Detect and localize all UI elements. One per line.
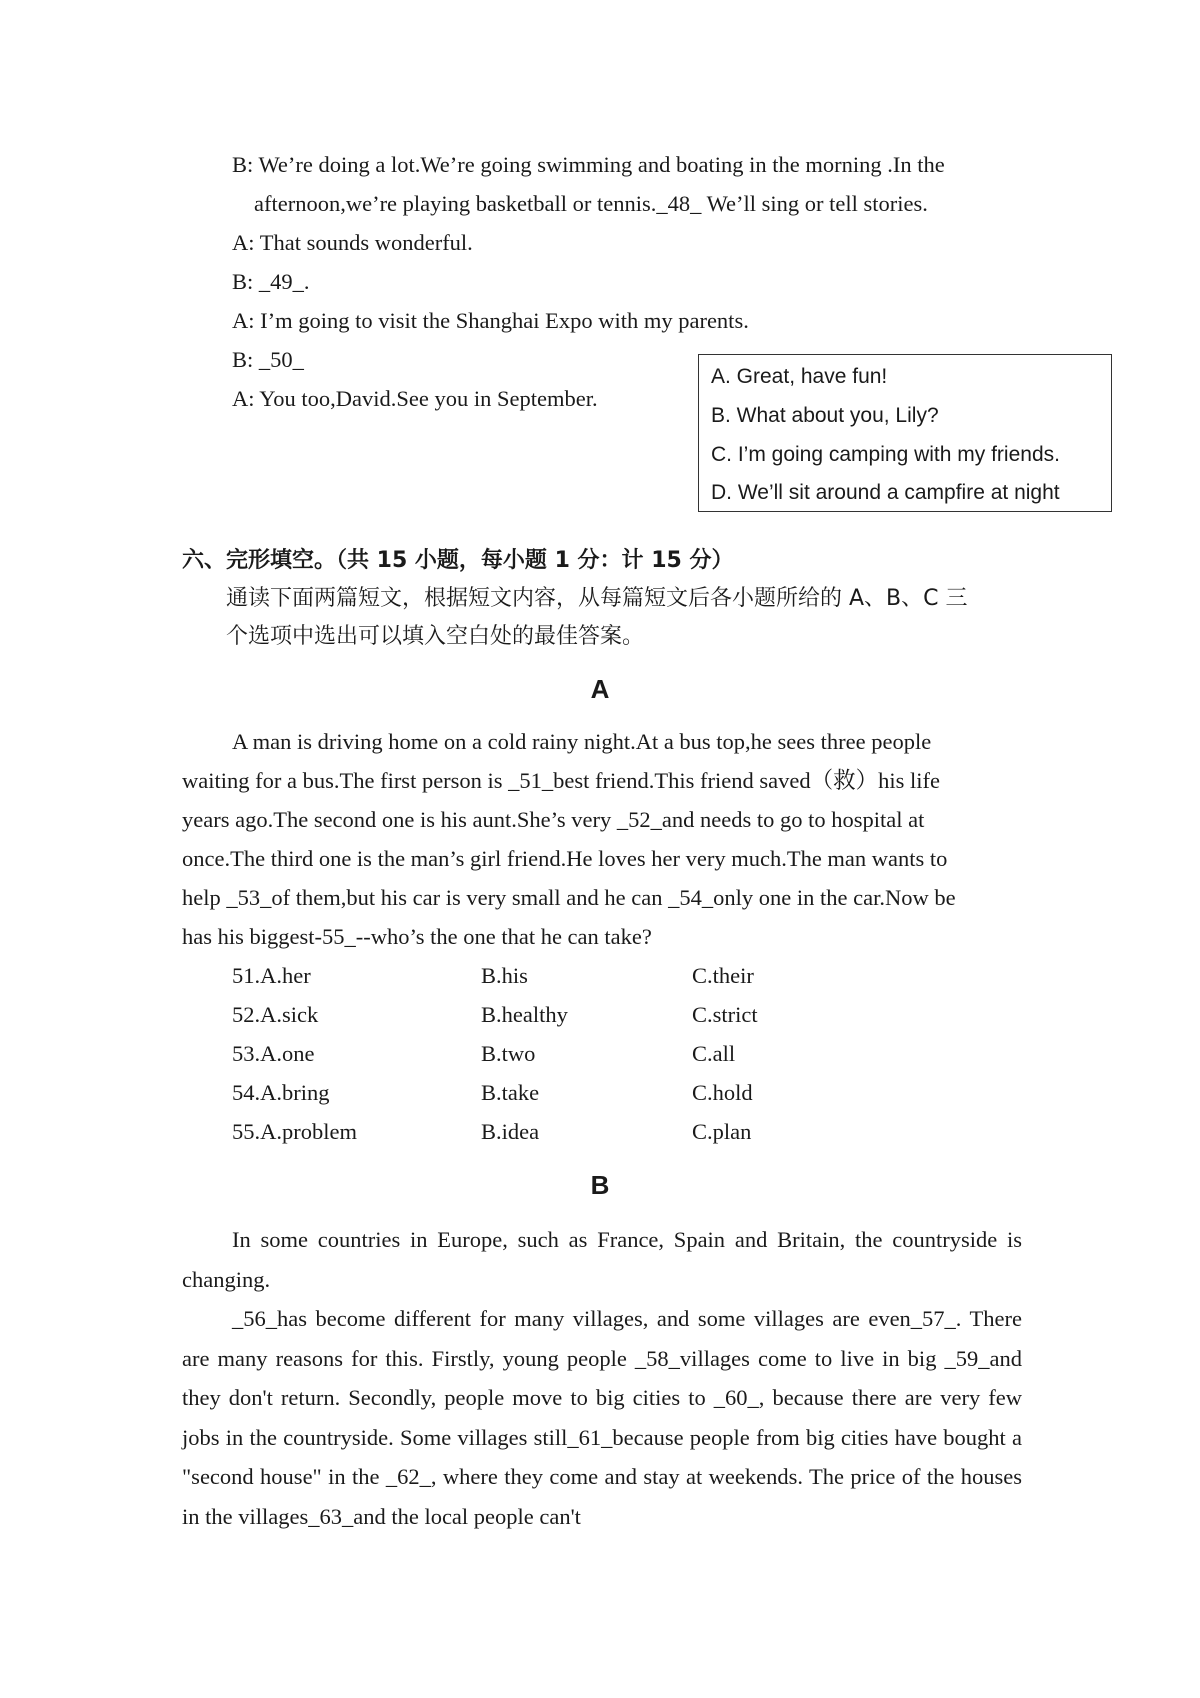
choice-option-a: 55.A.problem (232, 1119, 357, 1144)
passage-b-label: B (590, 1170, 610, 1200)
dialogue-line: A: I’m going to visit the Shanghai Expo with my parents. (232, 308, 749, 333)
choice-option-b: B.two (481, 1041, 536, 1066)
dialogue-line: afternoon,we’re playing basketball or tennis._48_ We’ll sing or tell stories. (254, 191, 928, 216)
dialogue-line: A: You too,David.See you in September. (232, 386, 598, 411)
passage-b-paragraph: _56_has become different for many villages, and some villages are even_57_. There are many reasons for this. Firstly, young people _58_villages come to live in big _59_and they don't return. Secondly, people move to big cities to _60_, because there are very few jobs in the countryside. Some villages still_61_because people from big cities have bought a "second house" in the _62_, where they come and stay at weekends. The price of the houses in the villages_63_and the local people can't (182, 1306, 1022, 1529)
option-item: D. We’ll sit around a campfire at night (711, 481, 1060, 504)
choice-option-b: B.healthy (481, 1002, 568, 1027)
choice-option-c: C.plan (692, 1119, 752, 1144)
passage-a-line: has his biggest-55_--who’s the one that he can take? (182, 924, 652, 949)
option-item: A. Great, have fun! (711, 365, 888, 388)
passage-a-line: waiting for a bus.The first person is _51_best friend.This friend saved（救）his life (182, 768, 940, 793)
passage-a-label: A (590, 674, 610, 704)
section-instructions: 个选项中选出可以填入空白处的最佳答案。 (226, 624, 645, 649)
passage-a-line: A man is driving home on a cold rainy night.At a bus top,he sees three people (232, 729, 932, 754)
passage-a-line: help _53_of them,but his car is very small and he can _54_only one in the car.Now be (182, 885, 956, 910)
dialogue-line: B: _49_. (232, 269, 310, 294)
section-heading: 六、完形填空。（共 15 小题，每小题 1 分：计 15 分） (182, 548, 734, 573)
choice-option-b: B.take (481, 1080, 540, 1105)
dialogue-line: B: We’re doing a lot.We’re going swimming and boating in the morning .In the (232, 152, 945, 177)
choice-option-c: C.strict (692, 1002, 758, 1027)
dialogue-line: B: _50_ (232, 347, 304, 372)
choice-option-c: C.hold (692, 1080, 753, 1105)
passage-a-line: once.The third one is the man’s girl friend.He loves her very much.The man wants to (182, 846, 948, 871)
choice-option-a: 52.A.sick (232, 1002, 319, 1027)
choice-option-c: C.all (692, 1041, 736, 1066)
section-instructions: 通读下面两篇短文，根据短文内容，从每篇短文后各小题所给的 A、B、C 三 (226, 586, 968, 611)
choice-option-a: 54.A.bring (232, 1080, 330, 1105)
dialogue-options-box (698, 354, 1112, 512)
choice-option-a: 53.A.one (232, 1041, 315, 1066)
option-item: C. I’m going camping with my friends. (711, 443, 1060, 466)
choice-option-b: B.his (481, 963, 528, 988)
option-item: B. What about you, Lily? (711, 404, 939, 427)
dialogue-line: A: That sounds wonderful. (232, 230, 473, 255)
choice-option-c: C.their (692, 963, 754, 988)
choice-option-b: B.idea (481, 1119, 540, 1144)
passage-a-line: years ago.The second one is his aunt.She’s very _52_and needs to go to hospital at (182, 807, 925, 832)
passage-b-paragraph: In some countries in Europe, such as France, Spain and Britain, the countryside is changing. (182, 1227, 1022, 1292)
choice-option-a: 51.A.her (232, 963, 311, 988)
